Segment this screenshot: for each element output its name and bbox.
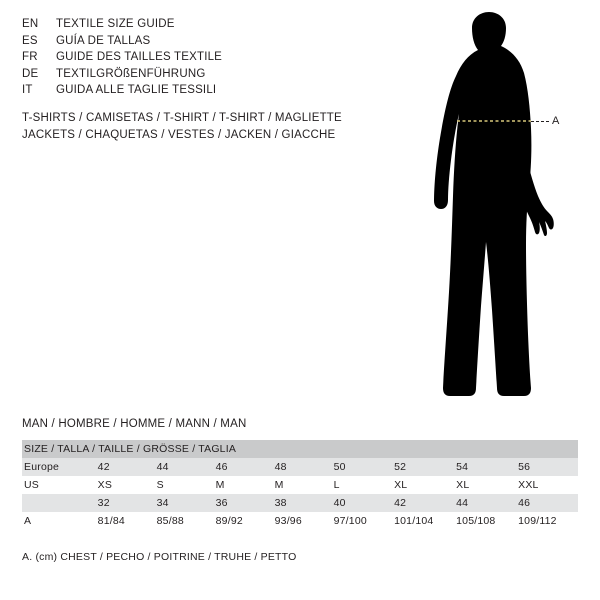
language-text: GUIDE DES TAILLES TEXTILE: [56, 51, 223, 63]
table-cell: 105/108: [454, 512, 516, 530]
male-silhouette-icon: [400, 10, 600, 405]
table-cell: 46: [214, 458, 273, 476]
table-cell: 52: [392, 458, 454, 476]
language-header-table: [22, 16, 222, 99]
language-row: [22, 82, 222, 99]
table-cell: XL: [392, 476, 454, 494]
table-cell: 56: [516, 458, 578, 476]
table-row: [22, 476, 578, 494]
language-code: DE: [22, 67, 39, 80]
table-cell: 46: [516, 494, 578, 512]
table-cell: M: [214, 476, 273, 494]
table-cell: 81/84: [96, 512, 155, 530]
row-label: US: [22, 476, 96, 494]
table-cell: 32: [96, 494, 155, 512]
product-line-jackets: JACKETS / CHAQUETAS / VESTES / JACKEN / GIACCHE: [22, 129, 336, 141]
table-cell: 40: [332, 494, 393, 512]
table-cell: 36: [214, 494, 273, 512]
table-cell: L: [332, 476, 393, 494]
footnote-measurement-key: A. (cm) CHEST / PECHO / POITRINE / TRUHE / PETTO: [22, 551, 297, 563]
figure-illustration: [400, 10, 600, 405]
size-header-label: SIZE / TALLA / TAILLE / GRÖSSE / TAGLIA: [22, 440, 578, 458]
product-category-lines: [22, 110, 342, 144]
language-text: TEXTILGRÖßENFÜHRUNG: [56, 67, 206, 80]
table-cell: 93/96: [273, 512, 332, 530]
language-code: ES: [22, 34, 38, 47]
table-cell: S: [155, 476, 214, 494]
chart-title: MAN / HOMBRE / HOMME / MANN / MAN: [22, 418, 247, 430]
table-cell: XL: [454, 476, 516, 494]
row-label: A: [22, 512, 96, 530]
product-line-tshirts: T-SHIRTS / CAMISETAS / T-SHIRT / T-SHIRT / MAGLIETTE: [22, 112, 342, 124]
table-cell: 54: [454, 458, 516, 476]
table-cell: 42: [96, 458, 155, 476]
table-cell: 97/100: [332, 512, 393, 530]
table-header-row: [22, 440, 578, 458]
table-cell: 89/92: [214, 512, 273, 530]
table-row: [22, 512, 578, 530]
table-cell: 101/104: [392, 512, 454, 530]
table-cell: 109/112: [516, 512, 578, 530]
row-label: [22, 494, 96, 512]
measure-label-a: A: [552, 115, 560, 127]
table-cell: 48: [273, 458, 332, 476]
language-code: EN: [22, 18, 39, 30]
table-cell: 44: [155, 458, 214, 476]
table-cell: 44: [454, 494, 516, 512]
measure-leader-line: [531, 121, 549, 123]
language-text: TEXTILE SIZE GUIDE: [56, 18, 175, 30]
size-chart-table: [22, 440, 578, 530]
table-cell: 42: [392, 494, 454, 512]
row-label: Europe: [22, 458, 96, 476]
table-cell: 34: [155, 494, 214, 512]
language-row: [22, 33, 222, 50]
language-row: [22, 16, 222, 33]
language-row: [22, 66, 222, 83]
language-text: GUIDA ALLE TAGLIE TESSILI: [56, 84, 217, 96]
table-cell: 38: [273, 494, 332, 512]
table-cell: XXL: [516, 476, 578, 494]
table-row: [22, 494, 578, 512]
language-code: IT: [22, 84, 33, 96]
table-cell: XS: [96, 476, 155, 494]
table-cell: 85/88: [155, 512, 214, 530]
language-text: GUÍA DE TALLAS: [56, 34, 151, 47]
table-cell: M: [273, 476, 332, 494]
table-row: [22, 458, 578, 476]
language-code: FR: [22, 51, 38, 63]
table-cell: 50: [332, 458, 393, 476]
language-row: [22, 49, 222, 66]
